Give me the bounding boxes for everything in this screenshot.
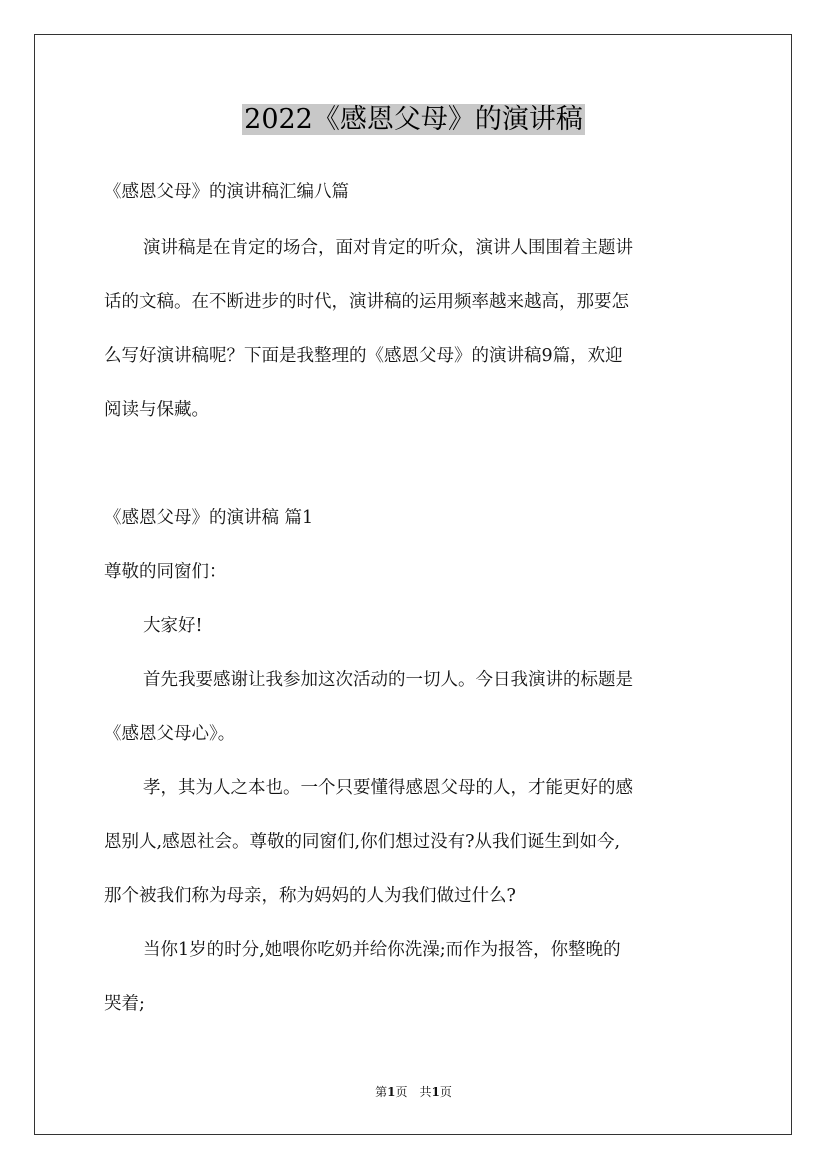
paragraph-line: 哭着; — [104, 994, 145, 1014]
paragraph-line: 《感恩父母心》。 — [104, 724, 236, 744]
document-subtitle: 《感恩父母》的演讲稿汇编八篇 — [104, 182, 349, 202]
page-footer — [0, 1083, 827, 1100]
intro-line: 演讲稿是在肯定的场合，面对肯定的听众，演讲人围围着主题讲 — [143, 238, 633, 258]
paragraph-line: 那个被我们称为母亲，称为妈妈的人为我们做过什么? — [104, 886, 516, 906]
page-current: 1 — [387, 1085, 396, 1099]
page-total: 1 — [431, 1085, 440, 1099]
paragraph-line: 恩别人,感恩社会。尊敬的同窗们,你们想过没有?从我们诞生到如今, — [104, 832, 621, 852]
page-prefix: 第 — [375, 1085, 388, 1099]
page-mid: 页 共 — [395, 1085, 432, 1099]
intro-line: 话的文稿。在不断进步的时代，演讲稿的运用频率越来越高，那要怎 — [104, 292, 629, 312]
paragraph-line: 首先我要感谢让我参加这次活动的一切人。今日我演讲的标题是 — [143, 670, 633, 690]
intro-line: 么写好演讲稿呢？下面是我整理的《感恩父母》的演讲稿9篇，欢迎 — [104, 346, 623, 366]
paragraph-line: 孝，其为人之本也。一个只要懂得感恩父母的人，才能更好的感 — [143, 778, 633, 798]
document-title: 2022《感恩父母》的演讲稿 — [244, 104, 583, 135]
page-suffix: 页 — [439, 1085, 452, 1099]
intro-line: 阅读与保藏。 — [104, 400, 209, 420]
paragraph-line: 当你1岁的时分,她喂你吃奶并给你洗澡;而作为报答，你整晚的 — [143, 940, 621, 960]
salutation: 尊敬的同窗们： — [104, 562, 227, 582]
greeting: 大家好! — [143, 616, 203, 636]
section-heading: 《感恩父母》的演讲稿 篇1 — [104, 508, 314, 528]
